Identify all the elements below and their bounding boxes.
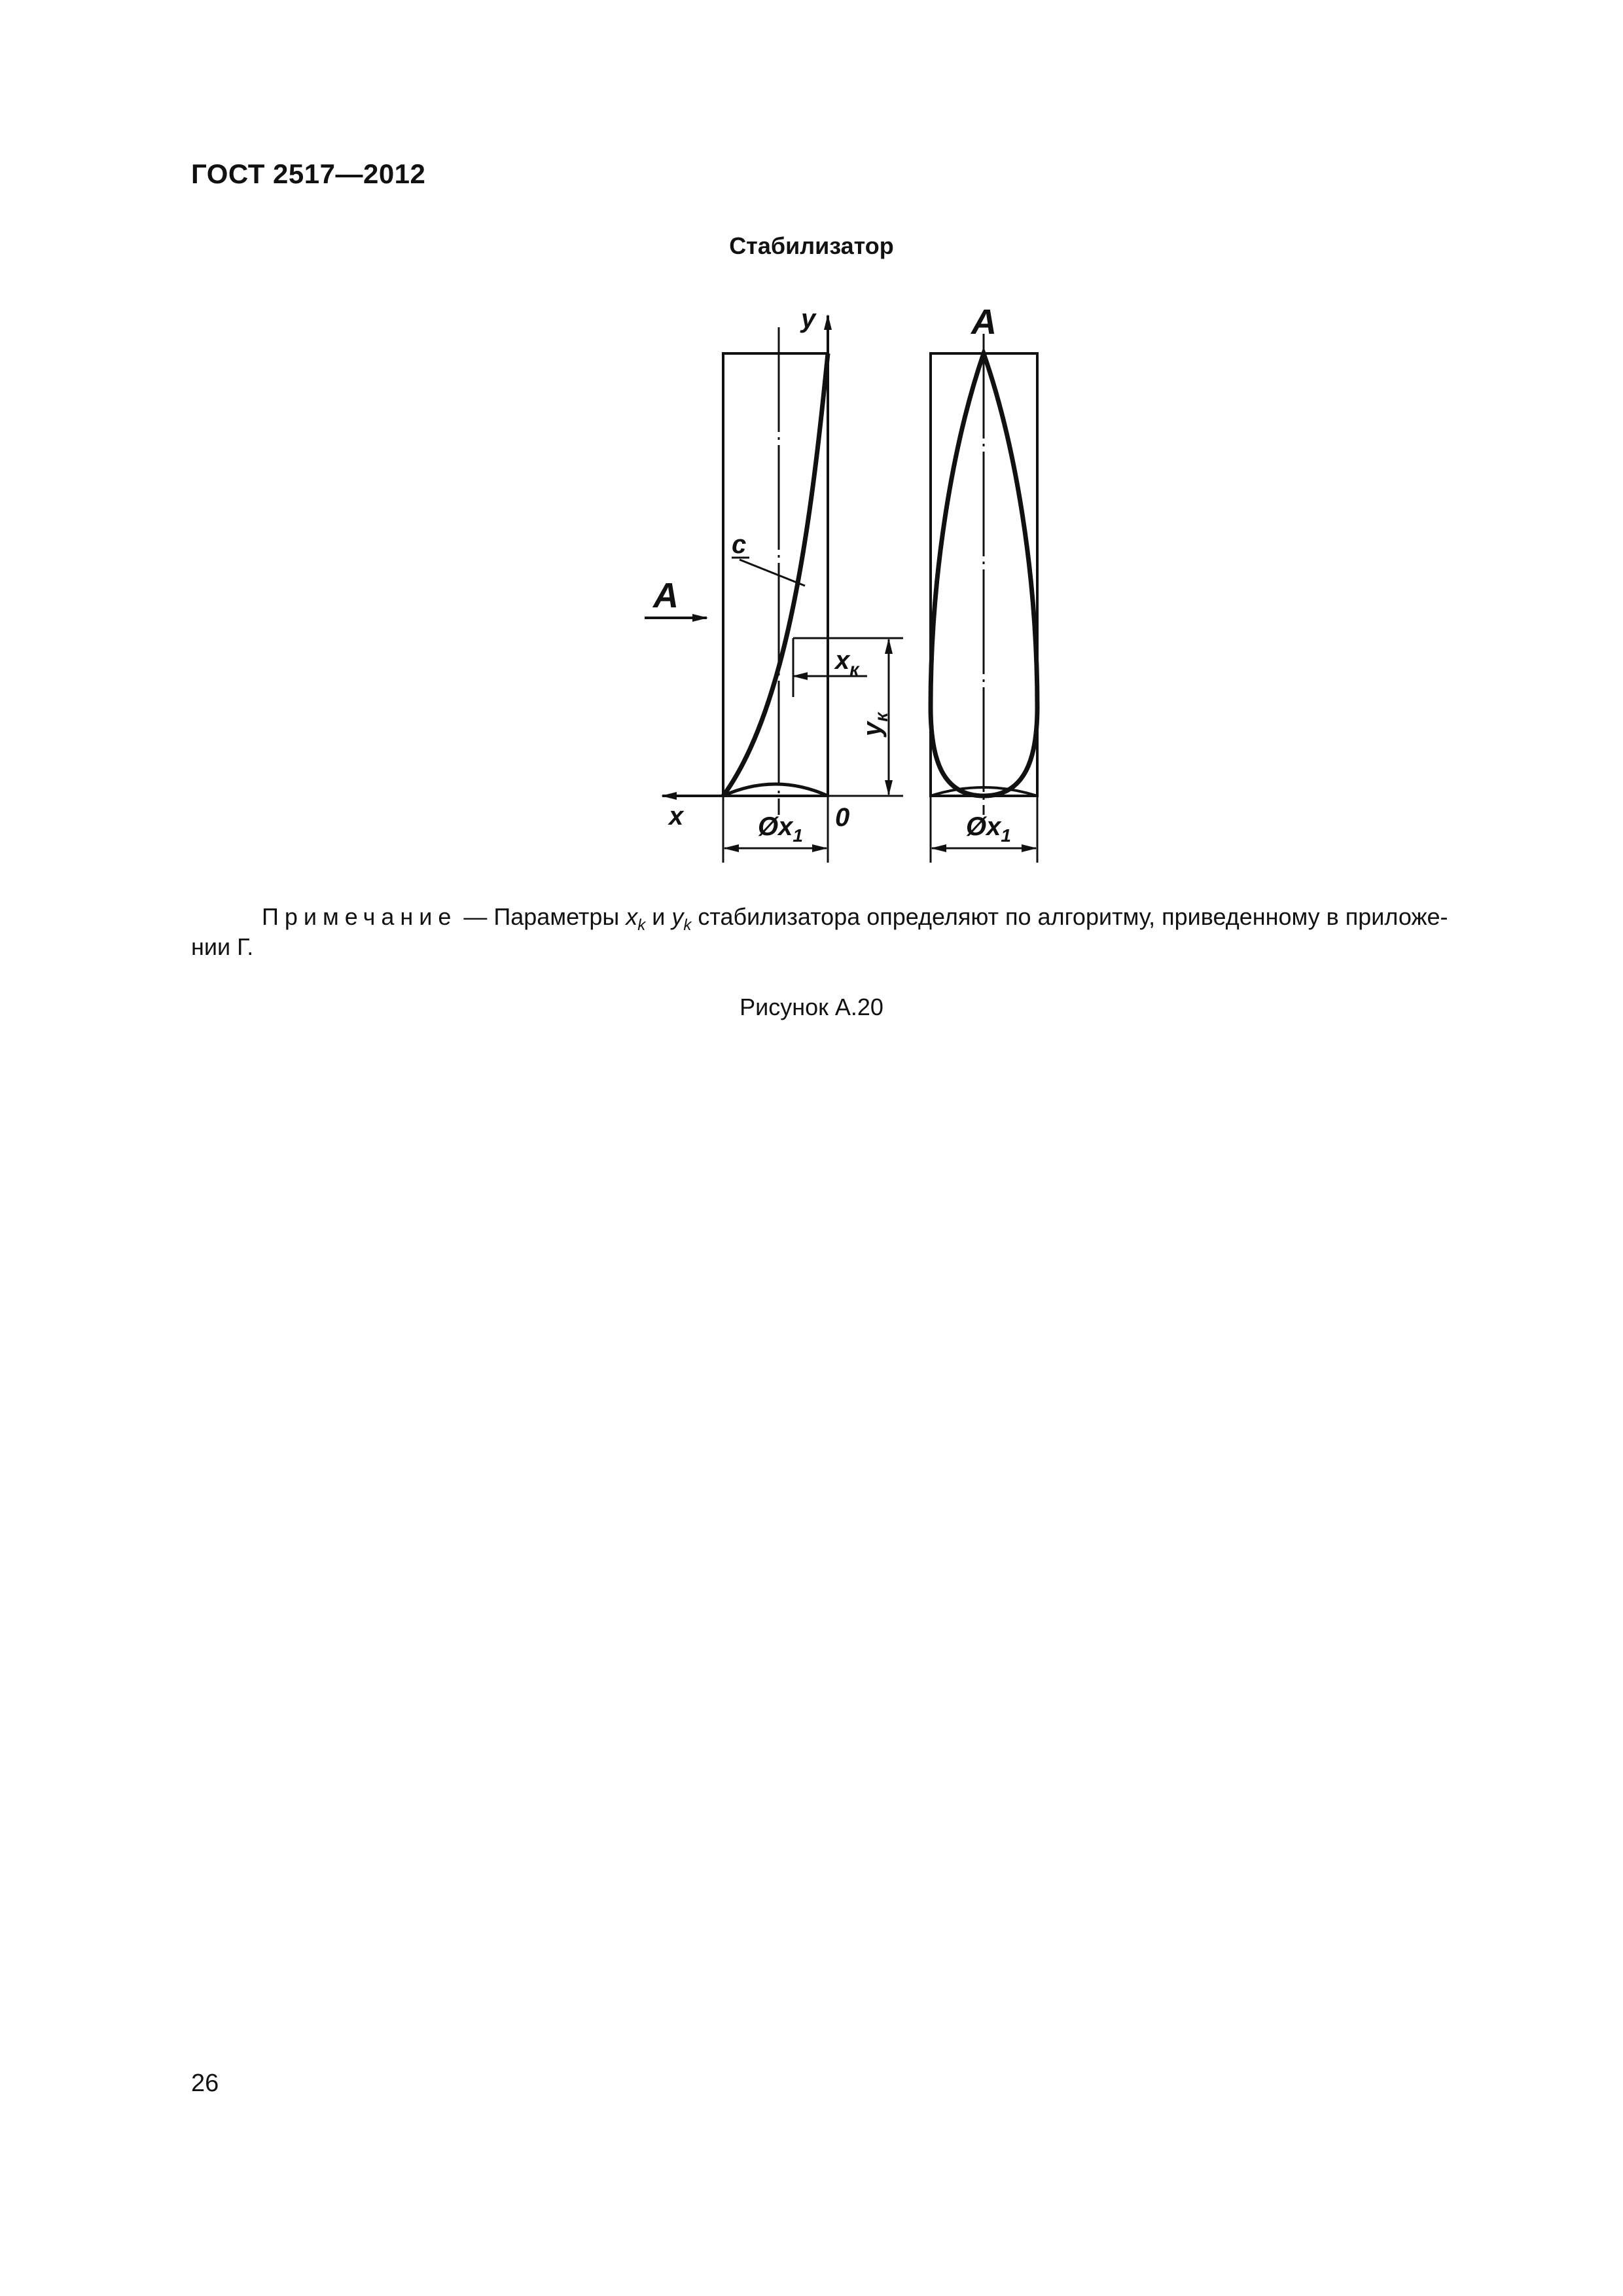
figure-caption: Стабилизатор bbox=[729, 232, 894, 259]
x-axis-label: x bbox=[669, 802, 684, 831]
document-standard-header: ГОСТ 2517—2012 bbox=[191, 158, 426, 189]
note-var-x: $x_k$ bbox=[626, 903, 646, 934]
figure-number: Рисунок А.20 bbox=[740, 994, 883, 1020]
yk-label: $y_к$ bbox=[858, 712, 891, 736]
note-dash-text: — Параметры bbox=[457, 903, 626, 930]
note-and: и bbox=[645, 903, 672, 930]
xk-label: $x_к$ bbox=[835, 646, 859, 679]
curve-label: c bbox=[732, 530, 747, 559]
left-bottom-arc bbox=[723, 784, 828, 796]
view-a-letter-left: A bbox=[653, 576, 679, 615]
left-view bbox=[645, 304, 903, 863]
note-label: Примечание bbox=[262, 903, 457, 930]
view-a-letter-right: A bbox=[971, 302, 997, 342]
page-number: 26 bbox=[191, 2070, 219, 2097]
note-line-2: нии Г. bbox=[191, 933, 254, 960]
note-var-y: $y_k$ bbox=[671, 903, 692, 934]
note-line-1 bbox=[191, 902, 1492, 932]
y-axis-label: y bbox=[801, 304, 816, 333]
note-rest-text: стабилизатора определяют по алгоритму, приведенному в приложе- bbox=[691, 903, 1448, 930]
left-diameter-label: $Øx_1$ bbox=[758, 812, 803, 846]
stabilizer-drawing bbox=[0, 0, 1623, 934]
right-diameter-label: $Øx_1$ bbox=[966, 812, 1011, 846]
curve-leader bbox=[740, 560, 805, 586]
origin-label: 0 bbox=[835, 803, 850, 832]
figure-note bbox=[191, 902, 1492, 962]
right-view bbox=[931, 302, 1037, 863]
